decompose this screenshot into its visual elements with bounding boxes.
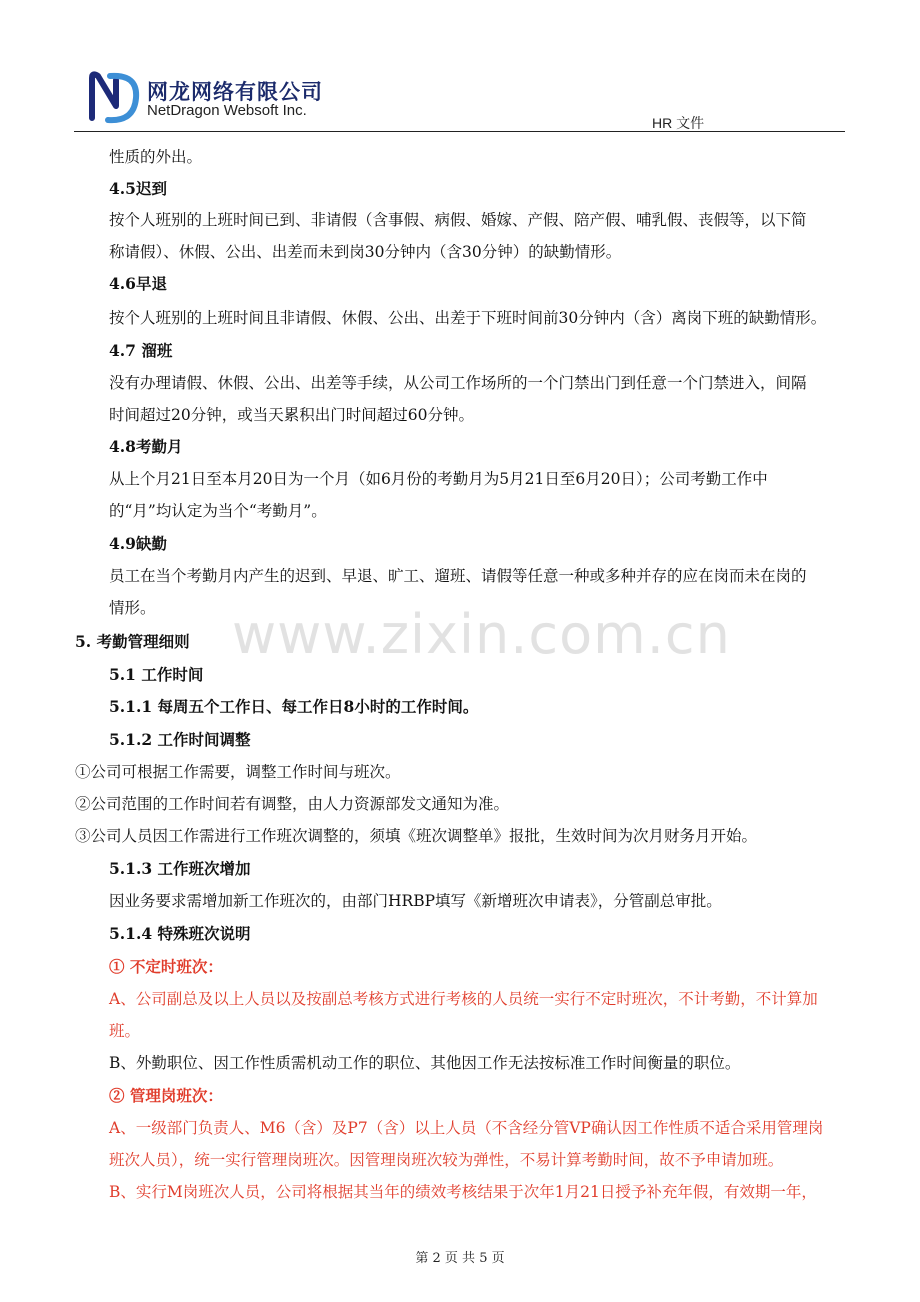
company-name-cn: 网龙网络有限公司	[147, 80, 323, 104]
company-name-en: NetDragon Websoft Inc.	[147, 102, 307, 119]
list-item: ①公司可根据工作需要，调整工作时间与班次。	[75, 763, 401, 781]
paragraph-line-highlight: A、一级部门负责人、M6（含）及P7（含）以上人员（不含经分管VP确认因工作性质不适合采用管理岗	[109, 1119, 824, 1137]
paragraph-line: 称请假）、休假、公出、出差而未到岗30分钟内（含30分钟）的缺勤情形。	[109, 243, 622, 261]
paragraph-line: 按个人班别的上班时间已到、非请假（含事假、病假、婚嫁、产假、陪产假、哺乳假、丧假等，以下简	[109, 211, 807, 229]
document-type-label: HR 文件	[652, 115, 705, 131]
section-heading-5-1-3: 5.1.3 工作班次增加	[109, 859, 251, 878]
section-heading-4-9: 4.9缺勤	[109, 534, 167, 553]
paragraph-line: B、外勤职位、因工作性质需机动工作的职位、其他因工作无法按标准工作时间衡量的职位。	[109, 1054, 741, 1072]
paragraph-line-highlight: A、公司副总及以上人员以及按副总考核方式进行考核的人员统一实行不定时班次，不计考勤，不计算加	[109, 990, 818, 1008]
section-heading-4-5: 4.5迟到	[109, 179, 167, 198]
section-heading-4-7: 4.7 溜班	[109, 341, 173, 360]
page-header	[0, 0, 920, 140]
nd-logo-icon	[86, 66, 142, 126]
paragraph-line: 性质的外出。	[109, 148, 203, 166]
list-item: ②公司范围的工作时间若有调整，由人力资源部发文通知为准。	[75, 795, 510, 813]
section-heading-5-1-1: 5.1.1 每周五个工作日、每工作日8小时的工作时间。	[109, 697, 479, 716]
paragraph-line: 没有办理请假、休假、公出、出差等手续，从公司工作场所的一个门禁出门到任意一个门禁进入，间隔	[109, 374, 807, 392]
watermark: www.zixin.com.cn	[232, 603, 731, 666]
paragraph-line: 员工在当个考勤月内产生的迟到、早退、旷工、遛班、请假等任意一种或多种并存的应在岗而未在岗的	[109, 567, 807, 585]
paragraph-line-highlight: 班次人员），统一实行管理岗班次。因管理岗班次较为弹性，不易计算考勤时间，故不予申请加班。	[109, 1151, 784, 1169]
section-heading-5-1-4: 5.1.4 特殊班次说明	[109, 924, 251, 943]
section-heading-4-8: 4.8考勤月	[109, 437, 183, 456]
paragraph-line: 的“月”均认定为当个“考勤月”。	[109, 502, 327, 520]
header-rule	[74, 131, 845, 132]
page-footer: 第 2 页 共 5 页	[415, 1251, 505, 1266]
paragraph-line-highlight: B、实行M岗班次人员，公司将根据其当年的绩效考核结果于次年1月21日授予补充年假，有效期一年，	[109, 1183, 817, 1201]
subheading-irregular-shift: ① 不定时班次：	[109, 957, 223, 976]
paragraph-line: 情形。	[109, 599, 156, 617]
subheading-management-shift: ② 管理岗班次：	[109, 1086, 223, 1105]
section-heading-5: 5. 考勤管理细则	[75, 632, 190, 651]
paragraph-line: 按个人班别的上班时间且非请假、休假、公出、出差于下班时间前30分钟内（含）离岗下班的缺勤情形。	[109, 309, 827, 327]
section-heading-5-1-2: 5.1.2 工作时间调整	[109, 730, 251, 749]
section-heading-5-1: 5.1 工作时间	[109, 665, 204, 684]
paragraph-line-highlight: 班。	[109, 1022, 141, 1040]
paragraph-line: 因业务要求需增加新工作班次的，由部门HRBP填写《新增班次申请表》，分管副总审批。	[109, 892, 722, 910]
paragraph-line: 从上个月21日至本月20日为一个月（如6月份的考勤月为5月21日至6月20日）；公司考勤工作中	[109, 470, 768, 488]
paragraph-line: 时间超过20分钟，或当天累积出门时间超过60分钟。	[109, 406, 474, 424]
section-heading-4-6: 4.6早退	[109, 274, 167, 293]
list-item: ③公司人员因工作需进行工作班次调整的，须填《班次调整单》报批，生效时间为次月财务月开始。	[75, 827, 758, 845]
